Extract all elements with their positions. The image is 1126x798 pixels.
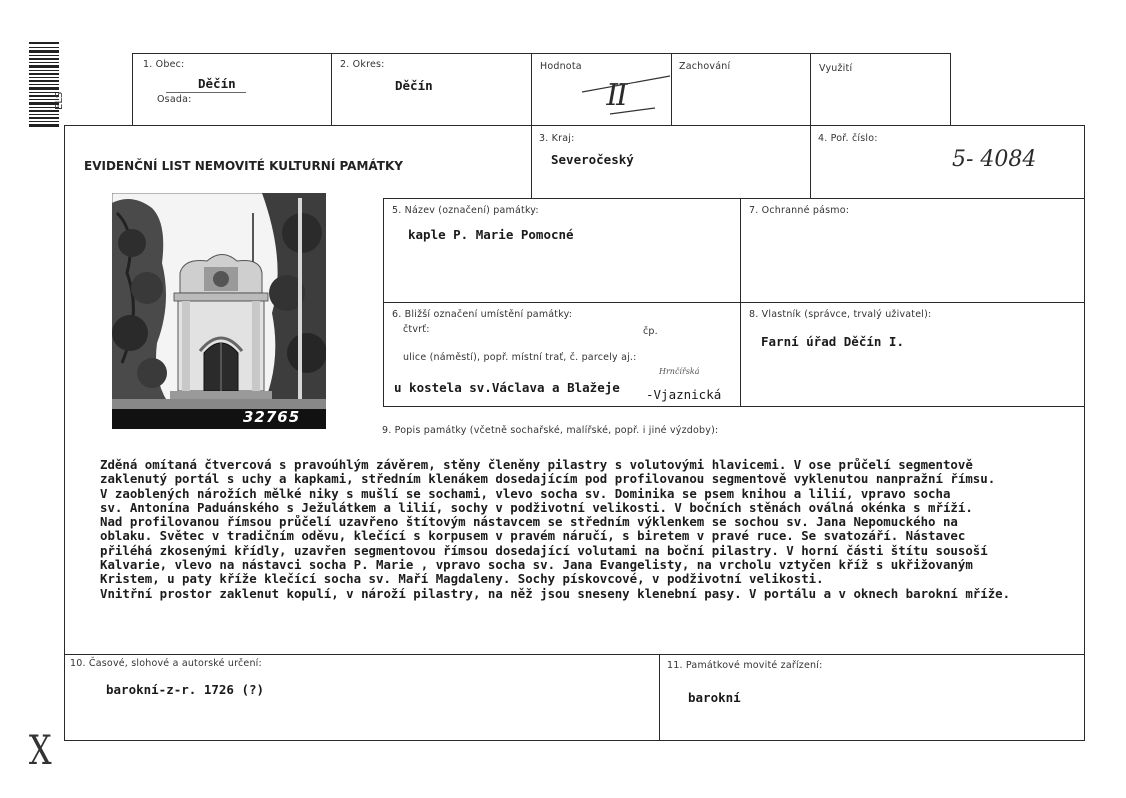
popis-line: zaklenutý portál s uchy a kapkami, středním klenákem dosedajícím pod profilovanou segmentově vyklenutou nanpražní římsu. — [100, 472, 996, 487]
form-title: EVIDENČNÍ LIST NEMOVITÉ KULTURNÍ PAMÁTKY — [84, 159, 403, 173]
cp-label: čp. — [643, 326, 658, 337]
ctvrt-label: čtvrť: — [403, 324, 430, 335]
obec-value: Děčín — [198, 76, 236, 91]
nazev-value: kaple P. Marie Pomocné — [408, 227, 574, 242]
por-cislo-value: 5- 4084 — [952, 147, 1037, 172]
popis-line: oblaku. Světec v tradičním oděvu, klečící s korpusem v pravém náručí, s biretem v pravé ruce. Se svatozáří. Nástavec — [100, 529, 966, 544]
hodnota-strike — [580, 72, 675, 122]
umisteni-hand-note: Hrnčířská — [659, 367, 700, 376]
kraj-value: Severočeský — [551, 152, 634, 167]
photo-number: 32765 — [243, 408, 301, 426]
corner-mark: X — [28, 728, 52, 774]
popis-line: Kristem, u paty kříže klečící socha sv. Maří Magdaleny. Sochy pískovcové, v podživotní velikosti. — [100, 572, 824, 587]
zachovani-label: Zachování — [679, 61, 731, 72]
popis-line: V zaoblených nárožích mělké niky s mušlí se sochami, vlevo socha sv. Dominika se psem knihou a lilií, vpravo socha — [100, 486, 951, 501]
vlastnik-label: 8. Vlastník (správce, trvalý uživatel): — [749, 309, 932, 320]
kraj-label: 3. Kraj: — [539, 133, 575, 144]
popis-line: sv. Antonína Paduánského s Ježulátkem a lilií, sochy v podživotní velikosti. V bočních stěnách oválná okénka s mříží. — [100, 500, 973, 515]
umisteni-value: u kostela sv.Václava a Blažeje — [394, 380, 620, 395]
ulice-label: ulice (náměstí), popř. místní trať, č. parcely aj.: — [403, 352, 637, 363]
obec-label: 1. Obec: — [143, 59, 185, 70]
urceni-label: 10. Časové, slohové a autorské určení: — [70, 658, 262, 669]
vlastnik-value: Farní úřad Děčín I. — [761, 334, 904, 349]
popis-line: Kalvarie, vlevo na nástavci socha P. Marie , vpravo socha sv. Jana Evangelisty, na vrcholu vztyčen kříž s ukřižovaným — [100, 558, 973, 573]
monument-photo — [112, 193, 326, 429]
nazev-label: 5. Název (označení) památky: — [392, 205, 539, 216]
umisteni-addition: -Vjaznická — [646, 387, 722, 402]
por-cislo-label: 4. Poř. číslo: — [818, 133, 878, 144]
barcode — [29, 42, 59, 128]
popis-line: Vnitřní prostor zaklenut kopulí, v nároží pilastry, na něž jsou sneseny klenební pasy. V portálu a v oknech barokní mříže. — [100, 586, 1011, 601]
zarizeni-value: barokní — [688, 690, 741, 705]
zarizeni-label: 11. Památkové movité zařízení: — [667, 660, 823, 671]
urceni-value: barokní-z-r. 1726 (?) — [106, 682, 265, 697]
okres-label: 2. Okres: — [340, 59, 385, 70]
umisteni-label: 6. Bližší označení umístění památky: — [392, 309, 573, 320]
popis-label: 9. Popis památky (včetně sochařské, malířské, popř. i jiné výzdoby): — [382, 425, 719, 436]
popis-line: přiléhá zkosenými křídly, uzavřen segmentovou římsou dosedající volutami na boční pilastry. V horní části štítu sousoší — [100, 543, 988, 558]
hodnota-label: Hodnota — [540, 61, 582, 72]
osada-label: Osada: — [157, 94, 192, 105]
okres-value: Děčín — [395, 78, 433, 93]
vyuziti-label: Využití — [819, 63, 853, 74]
ochranne-pasmo-label: 7. Ochranné pásmo: — [749, 205, 850, 216]
popis-line: Nad profilovanou římsou průčelí uzavřeno štítovým nástavcem se středním výklenkem se sochou sv. Jana Nepomuckého na — [100, 515, 958, 530]
hodnota-value: II — [602, 78, 629, 113]
popis-text — [100, 458, 1065, 601]
obec-underline — [166, 92, 246, 93]
side-label: ELS — [54, 91, 65, 110]
popis-line: Zděná omítaná čtvercová s pravoúhlým závěrem, stěny členěny pilastry s volutovými hlavicemi. V ose průčelí segmentově — [100, 458, 973, 472]
